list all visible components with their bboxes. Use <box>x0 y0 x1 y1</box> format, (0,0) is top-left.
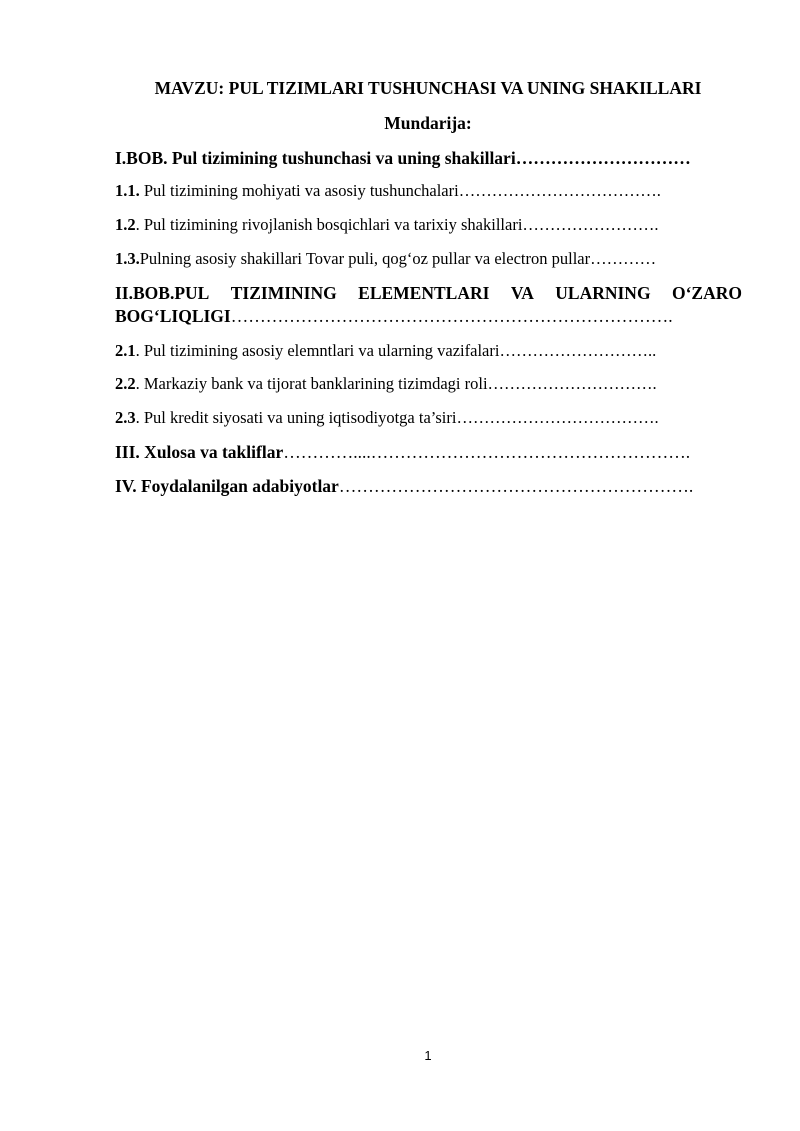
toc-entry-label: I.BOB. Pul tizimining tushunchasi va uning shakillari <box>115 148 516 168</box>
toc-entry-chapter-1[interactable] <box>115 147 742 169</box>
toc-entry-number: 2.2 <box>115 374 136 393</box>
toc-entry-number: 1.2 <box>115 215 136 234</box>
toc-entry-1-3[interactable] <box>115 248 742 270</box>
toc-entry-leader: ………………………… <box>515 148 691 168</box>
toc-entry-chapter-2-line-2[interactable] <box>115 305 742 327</box>
toc-entry-text: . Pul tizimining rivojlanish bosqichlari va tarixiy shakillari <box>135 215 523 234</box>
toc-entry-conclusion[interactable] <box>115 441 742 463</box>
toc-entry-text: . Pul tizimining asosiy elemntlari va ularning vazifalari <box>135 341 500 360</box>
toc-entry-1-1[interactable] <box>115 180 742 202</box>
toc-entry-leader: …………………………. <box>487 374 657 393</box>
toc-entry-number: 1.1. <box>115 181 140 200</box>
toc-entry-leader: …………....………………………………………………. <box>283 442 691 462</box>
toc-entry-label: IV. Foydalanilgan adabiyotlar <box>115 476 339 496</box>
toc-entry-text: . Markaziy bank va tijorat banklarining tizimdagi roli <box>135 374 488 393</box>
toc-entry-chapter-2-line-1[interactable] <box>115 282 742 304</box>
toc-entry-number: 1.3. <box>115 249 140 268</box>
toc-entry-leader: ………………………………. <box>458 181 661 200</box>
toc-entry-leader: ……………………….. <box>499 341 657 360</box>
toc-entry-1-2[interactable] <box>115 214 742 236</box>
toc-entry-leader: …………………………………………………………………. <box>230 306 673 326</box>
document-title: MAVZU: PUL TIZIMLARI TUSHUNCHASI VA UNING SHAKILLARI <box>154 78 702 98</box>
toc-entry-label: BOG‘LIQLIGI <box>115 306 231 326</box>
toc-entry-2-1[interactable] <box>115 340 742 362</box>
toc-word: ELEMENTLARI <box>358 283 490 303</box>
toc-entry-text: . Pul kredit siyosati va uning iqtisodiyotga ta’siri <box>135 408 457 427</box>
toc-heading: Mundarija: <box>384 113 472 133</box>
toc-entry-number: 2.1 <box>115 341 136 360</box>
toc-entry-references[interactable] <box>115 475 742 497</box>
toc-entry-text: Pulning asosiy shakillari Tovar puli, qog‘oz pullar va electron pullar <box>139 249 591 268</box>
toc-entry-2-2[interactable] <box>115 373 742 395</box>
toc-entry-2-3[interactable] <box>115 407 742 429</box>
toc-word: TIZIMINING <box>230 283 337 303</box>
toc-word: O‘ZARO <box>671 283 742 303</box>
toc-entry-leader: ………… <box>590 249 657 268</box>
toc-word: VA <box>510 283 534 303</box>
toc-word: ULARNING <box>555 283 651 303</box>
toc-entry-text: Pul tizimining mohiyati va asosiy tushunchalari <box>139 181 459 200</box>
toc-entry-label: III. Xulosa va takliflar <box>115 442 284 462</box>
toc-entry-leader: ……………………. <box>522 215 659 234</box>
toc-entry-leader: ……………………………………………………. <box>338 476 694 496</box>
toc-word: II.BOB.PUL <box>115 283 210 303</box>
toc-entry-number: 2.3 <box>115 408 136 427</box>
page-number: 1 <box>424 1048 432 1063</box>
toc-entry-leader: ………………………………. <box>456 408 659 427</box>
